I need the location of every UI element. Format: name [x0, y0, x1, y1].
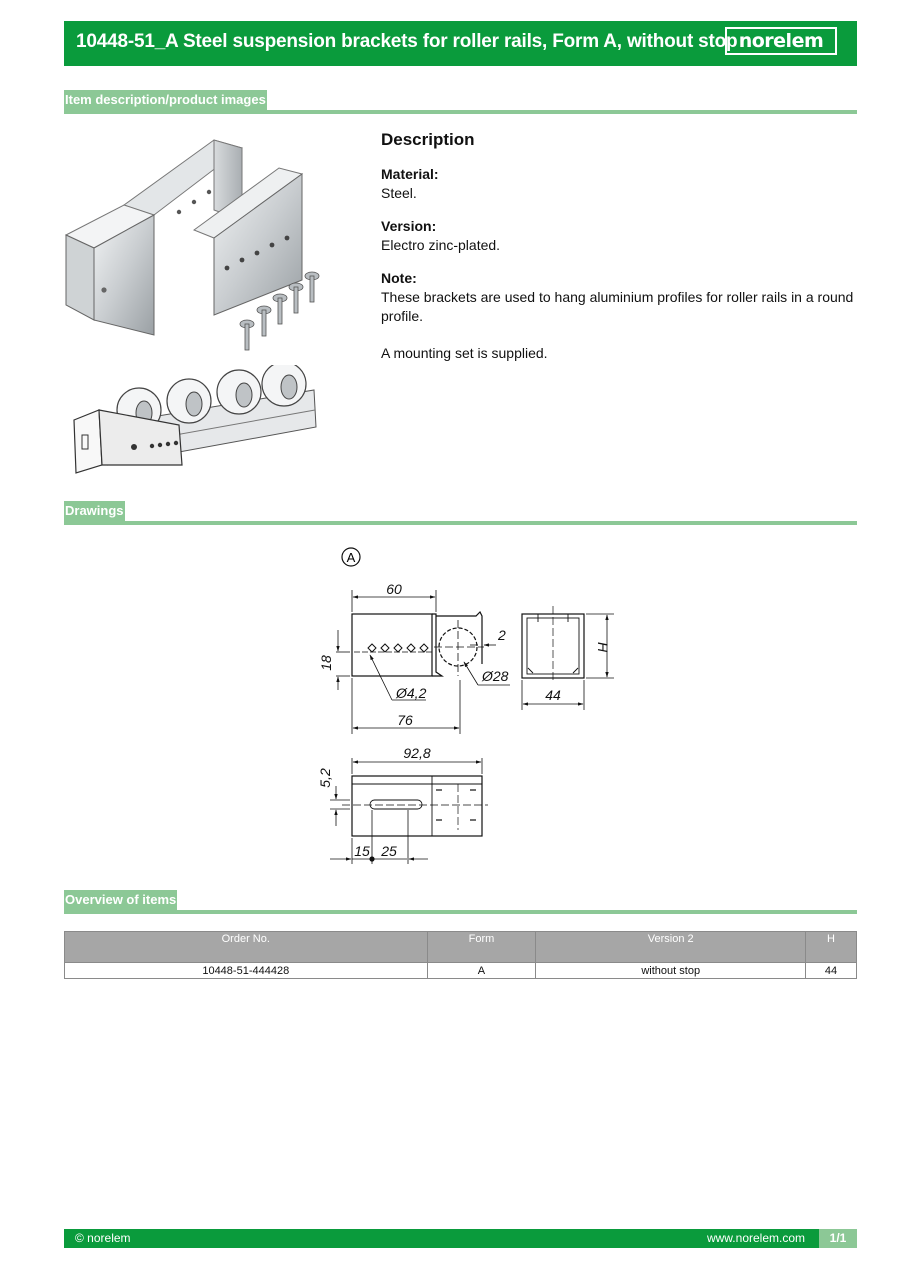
cell-h: 44: [806, 963, 857, 979]
section-drawings: [64, 501, 857, 525]
form-marker-label: A: [346, 550, 356, 565]
roller-rail-product-image: [64, 365, 320, 480]
footer-copyright: © norelem: [75, 1231, 131, 1245]
dim-60: 60: [386, 581, 402, 597]
dim-5-2: 5,2: [317, 768, 333, 788]
section-label: Overview of items: [64, 890, 177, 910]
column-header-h: H: [806, 932, 857, 963]
section-label: Drawings: [64, 501, 125, 521]
norelem-logo: [725, 27, 837, 55]
table-row: [65, 963, 857, 979]
section-description-images: [64, 90, 857, 114]
cell-form: A: [427, 963, 536, 979]
cell-version: without stop: [536, 963, 806, 979]
version-value: Electro zinc-plated.: [381, 237, 501, 253]
items-table: [64, 931, 857, 979]
section-rule: [64, 521, 857, 525]
technical-drawing: [310, 540, 630, 880]
dim-18: 18: [318, 655, 334, 671]
dim-2: 2: [498, 627, 506, 643]
footer-website-link[interactable]: www.norelem.com: [706, 1231, 805, 1245]
section-rule: [64, 110, 857, 114]
dim-92-8: 92,8: [403, 745, 431, 761]
column-header-form: Form: [427, 932, 536, 963]
note-label: Note:: [381, 270, 417, 286]
material-value: Steel.: [381, 185, 417, 201]
section-label: Item description/product images: [64, 90, 267, 110]
cell-order-no: 10448-51-444428: [65, 963, 428, 979]
dim-h: H: [595, 641, 611, 653]
dim-76: 76: [397, 712, 413, 728]
dim-25: 25: [381, 843, 397, 859]
table-header-row: [65, 932, 857, 963]
logo-text: norelem: [738, 29, 824, 52]
section-overview: [64, 890, 857, 914]
dim-15: 15: [354, 843, 370, 859]
note-value: These brackets are used to hang aluminium profiles for roller rails in a round profile.: [381, 289, 854, 324]
section-rule: [64, 910, 857, 914]
version-label: Version:: [381, 218, 437, 234]
page-number: 1/1: [819, 1229, 857, 1248]
page-header: [64, 21, 857, 66]
material-label: Material:: [381, 166, 439, 182]
column-header-version: Version 2: [536, 932, 806, 963]
dim-roller-diameter: Ø28: [482, 668, 509, 684]
description-title: Description: [381, 130, 475, 149]
dim-hole-diameter: Ø4,2: [396, 685, 427, 701]
dim-44: 44: [545, 687, 561, 703]
description-panel: [381, 130, 861, 363]
note-extra: A mounting set is supplied.: [381, 345, 548, 361]
column-header-order-no: Order No.: [65, 932, 428, 963]
page-footer: [64, 1229, 857, 1248]
page-title: 10448-51_A Steel suspension brackets for roller rails, Form A, without stop: [76, 31, 738, 52]
bracket-product-image: [64, 130, 320, 355]
